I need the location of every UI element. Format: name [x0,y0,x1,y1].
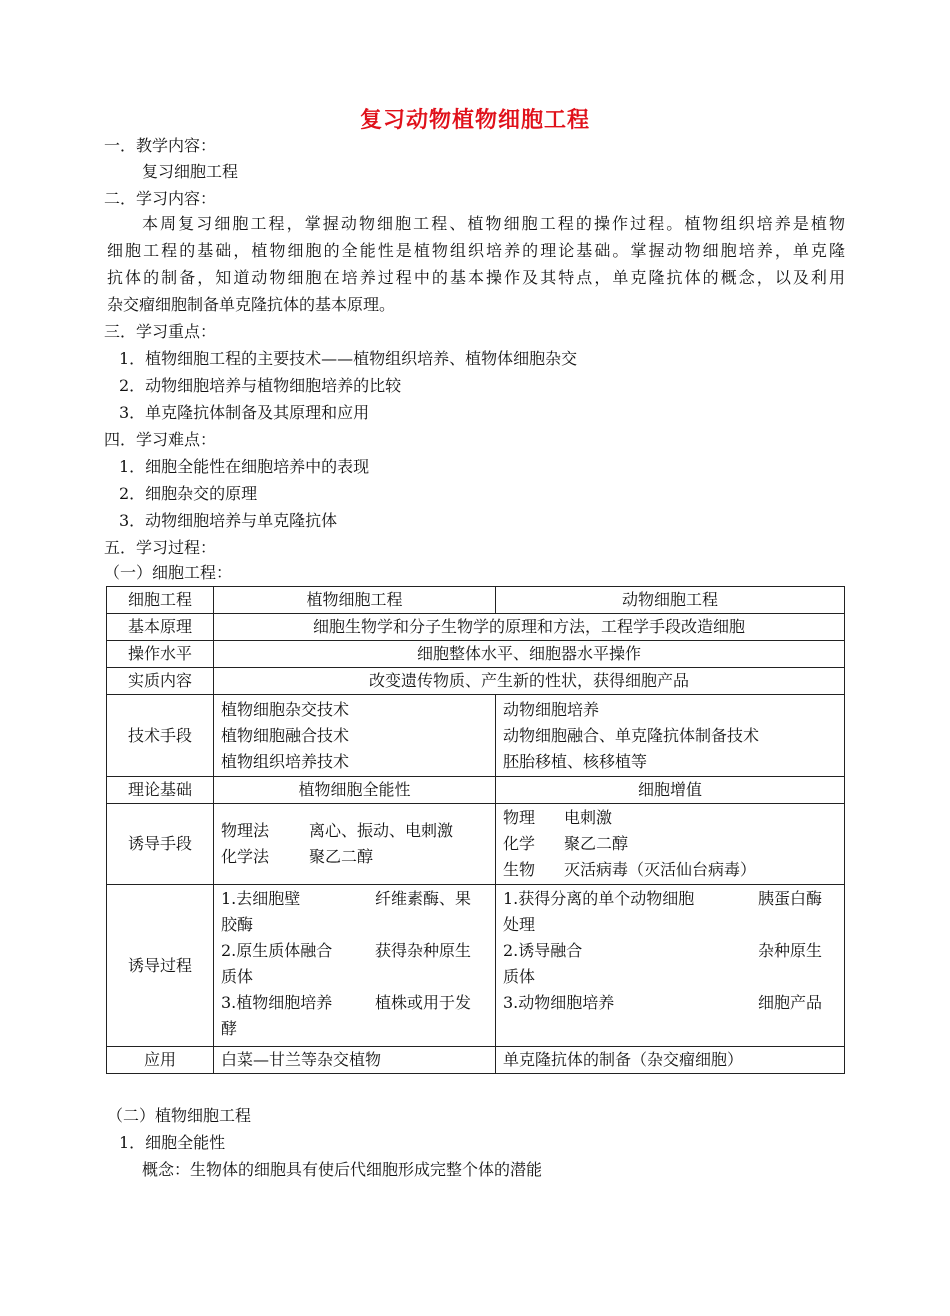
row-label: 技术手段 [107,695,214,777]
cell-line [221,818,488,844]
row-label: 诱导手段 [107,804,214,885]
subsection-heading: （二）植物细胞工程 [107,1106,252,1125]
method-name: 生物 [503,860,536,879]
section-5-heading: 五．学习过程： [104,538,217,557]
section-2-paragraph [107,214,845,322]
table-row [107,1047,845,1074]
cell-line [503,886,837,912]
section-3-heading: 三．学习重点： [104,322,217,341]
step-detail: 植株或用于发 [375,993,472,1012]
cell-line: 胚胎移植、核移植等 [503,751,648,771]
cell-line [221,964,488,990]
step-name: 3.动物细胞培养 [503,993,615,1012]
cell-engineering-table [106,586,845,1074]
step-detail: 获得杂种原生 [375,941,472,960]
table-header-cell: 植物细胞工程 [214,587,496,614]
cell-line: 植物细胞融合技术 [221,725,350,745]
table-cell: 植物细胞全能性 [214,777,496,804]
step-name: 2.原生质体融合 [221,941,333,960]
table-cell [214,695,496,777]
method-detail: 灭活病毒（灭活仙台病毒） [564,860,757,879]
section-2-heading: 二．学习内容： [104,189,217,208]
method-name: 物理 [503,808,536,827]
step-name: 质体 [503,967,536,986]
cell-line: 植物组织培养技术 [221,751,350,771]
table-cell [214,804,496,885]
row-label: 基本原理 [107,614,214,641]
cell-line [221,912,488,938]
row-label: 理论基础 [107,777,214,804]
method-name: 物理法 [221,821,270,840]
table-cell: 细胞生物学和分子生物学的原理和方法，工程学手段改造细胞 [214,614,845,641]
table-cell [496,804,845,885]
paragraph-line: 杂交瘤细胞制备单克隆抗体的基本原理。 [107,295,396,314]
row-label: 操作水平 [107,641,214,668]
method-detail: 电刺激 [564,808,613,827]
table-cell: 改变遗传物质、产生新的性状，获得细胞产品 [214,668,845,695]
step-name: 2.诱导融合 [503,941,583,960]
table-cell: 白菜—甘兰等杂交植物 [214,1047,496,1074]
table-row [107,804,845,885]
cell-line: 动物细胞培养 [503,699,600,719]
table-cell: 细胞增值 [496,777,845,804]
method-name: 化学法 [221,847,270,866]
row-label: 实质内容 [107,668,214,695]
step-name: 酵 [221,1019,238,1038]
table-row [107,668,845,695]
document-title: 复习动物植物细胞工程 [359,108,590,133]
list-item: 3．动物细胞培养与单克隆抗体 [119,511,338,530]
table-row [107,614,845,641]
cell-line [503,831,837,857]
cell-line [221,844,488,870]
step-detail: 杂种原生 [758,941,823,960]
table-row [107,695,845,777]
step-name: 1.获得分离的单个动物细胞 [503,889,695,908]
method-detail: 离心、振动、电刺激 [309,821,454,840]
cell-line [221,990,488,1016]
cell-line: 植物细胞杂交技术 [221,699,350,719]
paragraph-line: 抗体的制备，知道动物细胞在培养过程中的基本操作及其特点，单克隆抗体的概念，以及利用 [107,268,845,287]
cell-line [221,938,488,964]
cell-line: 动物细胞融合、单克隆抗体制备技术 [503,725,760,745]
list-item: 1．植物细胞工程的主要技术——植物组织培养、植物体细胞杂交 [119,349,578,368]
cell-line [503,857,837,883]
cell-line [503,964,837,990]
step-name: 胶酶 [221,915,254,934]
list-item: 1．细胞全能性 [119,1133,226,1152]
cell-line [503,912,837,938]
row-label: 应用 [107,1047,214,1074]
cell-line [503,990,837,1016]
method-detail: 聚乙二醇 [564,834,629,853]
subsection-heading: （一）细胞工程： [104,563,233,582]
section-1-body: 复习细胞工程 [142,162,239,181]
list-item: 3．单克隆抗体制备及其原理和应用 [119,403,370,422]
row-label: 诱导过程 [107,885,214,1047]
paragraph-line: 细胞工程的基础，植物细胞的全能性是植物组织培养的理论基础。掌握动物细胞培养，单克隆 [107,241,845,260]
table-row [107,885,845,1047]
concept-text: 概念：生物体的细胞具有使后代细胞形成完整个体的潜能 [142,1160,543,1179]
step-detail: 纤维素酶、果 [375,889,472,908]
method-name: 化学 [503,834,536,853]
cell-line [503,805,837,831]
table-row [107,587,845,614]
step-name: 处理 [503,915,536,934]
step-detail: 胰蛋白酶 [758,889,823,908]
table-cell: 单克隆抗体的制备（杂交瘤细胞） [496,1047,845,1074]
step-name: 1.去细胞壁 [221,889,301,908]
section-1-heading: 一．教学内容： [104,136,217,155]
cell-line [503,938,837,964]
table-header-cell: 细胞工程 [107,587,214,614]
paragraph-line: 本周复习细胞工程，掌握动物细胞工程、植物细胞工程的操作过程。植物组织培养是植物 [142,214,845,233]
list-item: 2．细胞杂交的原理 [119,484,258,503]
list-item: 2．动物细胞培养与植物细胞培养的比较 [119,376,402,395]
step-name: 质体 [221,967,254,986]
section-4-heading: 四．学习难点： [104,430,217,449]
table-row [107,777,845,804]
method-detail: 聚乙二醇 [309,847,374,866]
table-cell: 细胞整体水平、细胞器水平操作 [214,641,845,668]
table-header-cell: 动物细胞工程 [496,587,845,614]
table-cell [496,695,845,777]
step-name: 3.植物细胞培养 [221,993,333,1012]
table-cell [214,885,496,1047]
table-cell [496,885,845,1047]
cell-line [221,886,488,912]
step-detail: 细胞产品 [758,993,823,1012]
cell-line [221,1016,488,1042]
table-row [107,641,845,668]
list-item: 1．细胞全能性在细胞培养中的表现 [119,457,370,476]
